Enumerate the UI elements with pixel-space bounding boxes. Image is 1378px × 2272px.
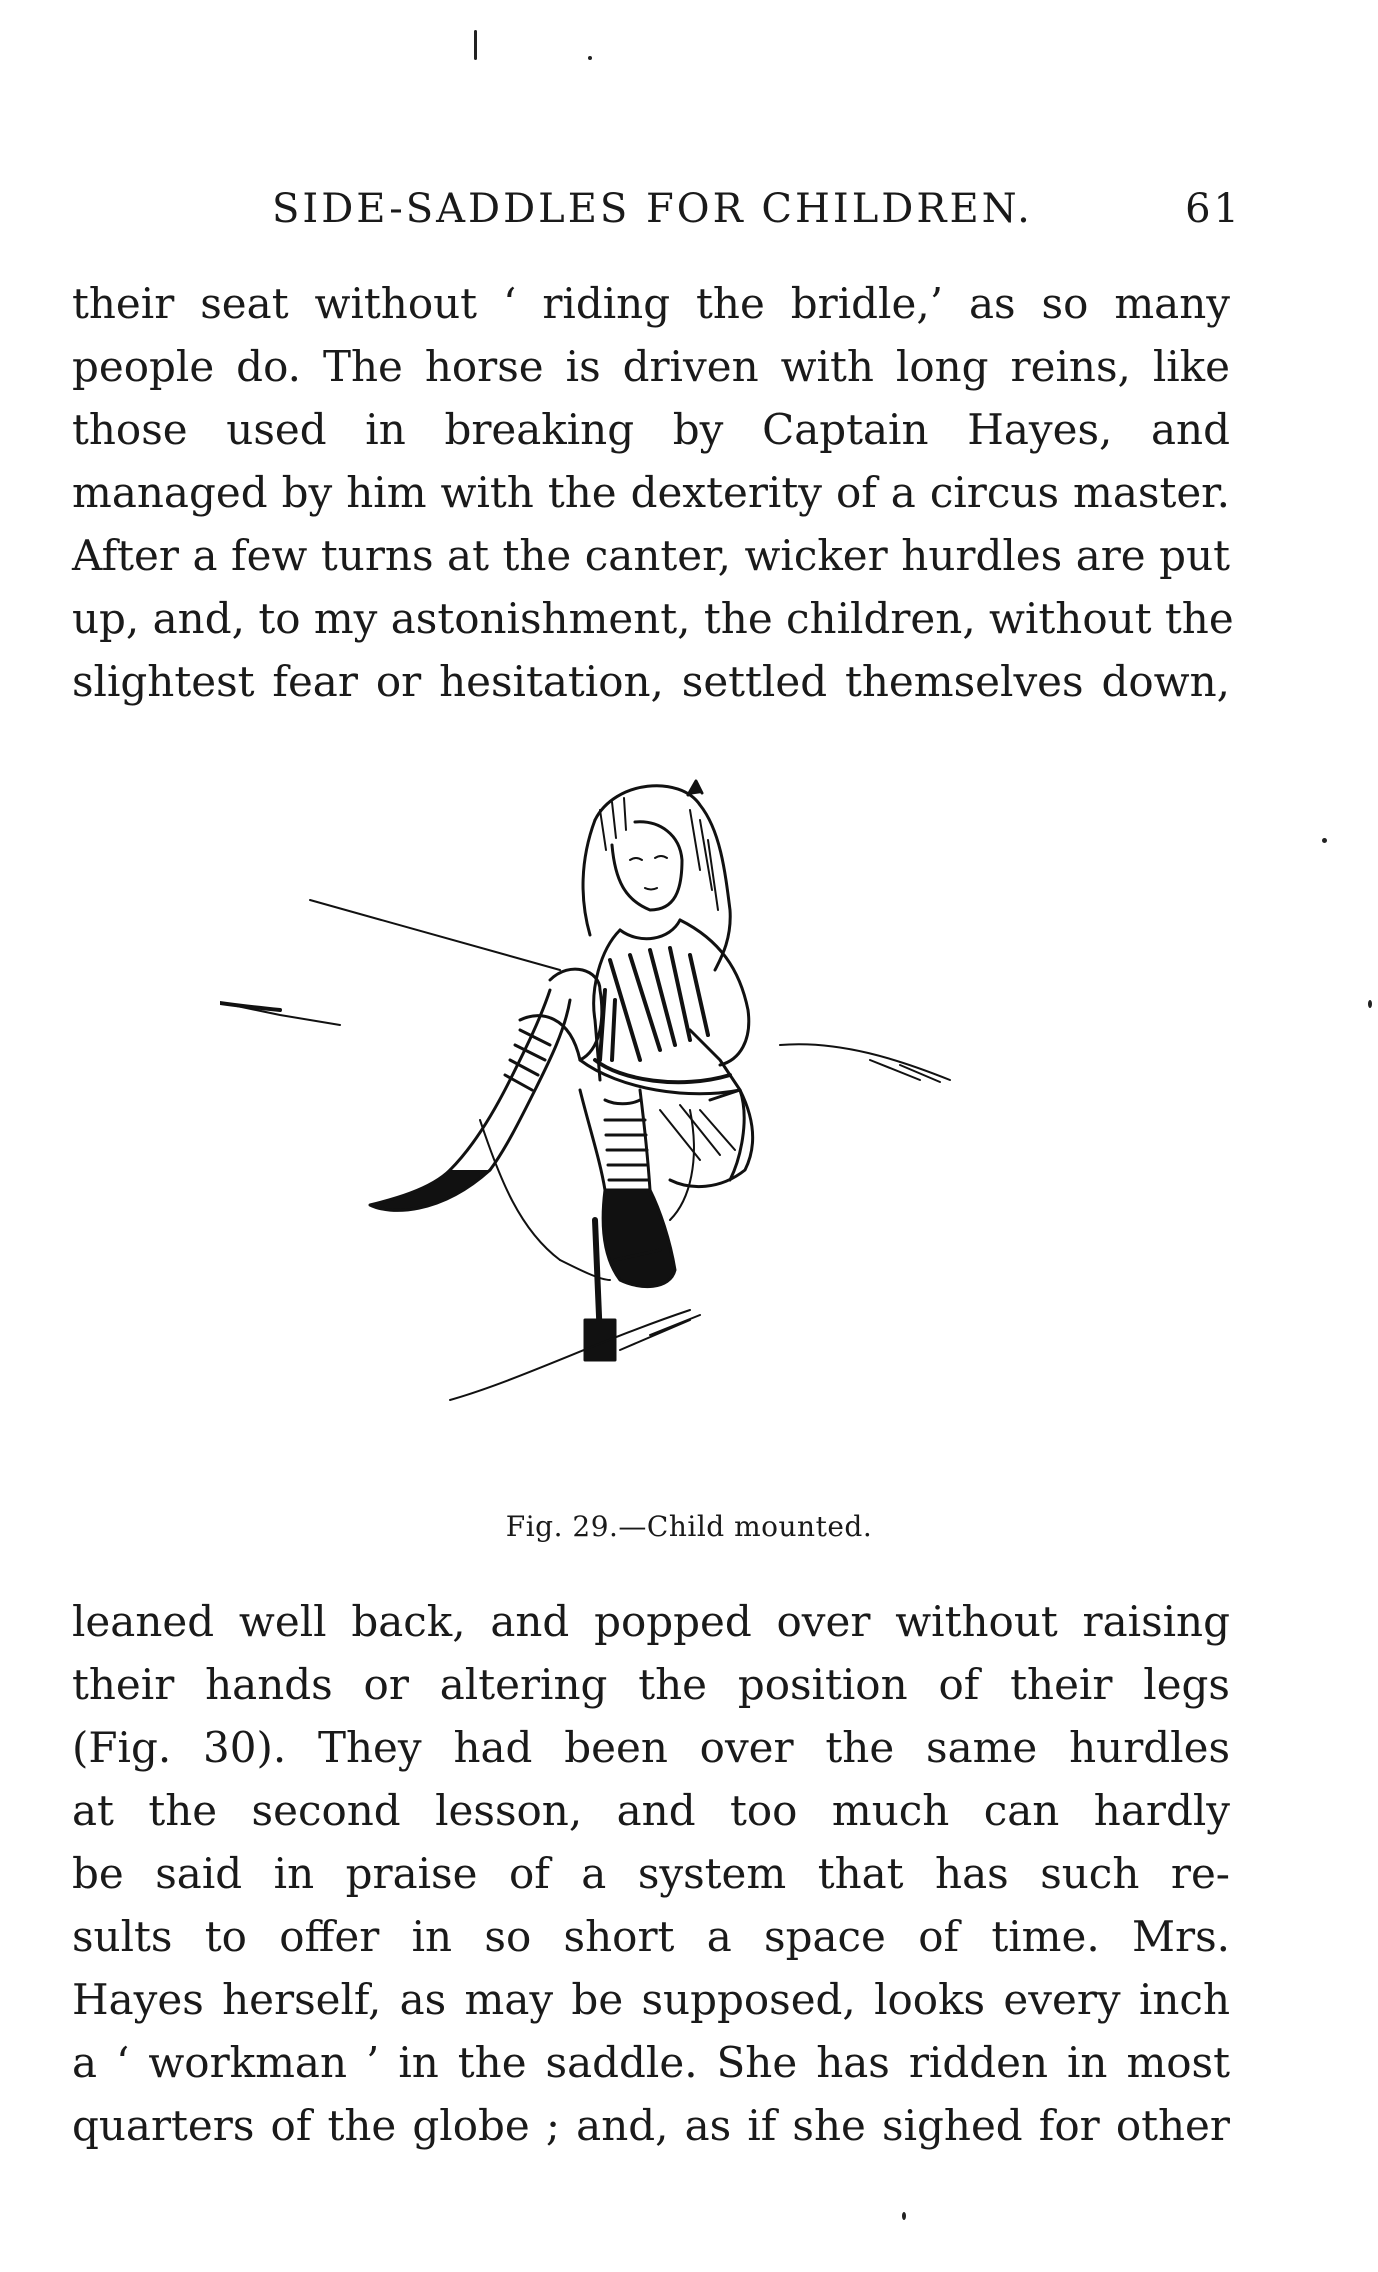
text-line: up, and, to my astonishment, the children, without the bbox=[72, 594, 1234, 643]
print-speck bbox=[474, 30, 477, 60]
text-line: leaned well back, and popped over without raising bbox=[72, 1597, 1230, 1646]
text-line: managed by him with the dexterity of a circus master. bbox=[72, 468, 1230, 517]
print-speck bbox=[902, 2212, 906, 2220]
print-speck bbox=[588, 56, 592, 60]
text-line: sults to offer in so short a space of time. Mrs. bbox=[72, 1912, 1230, 1961]
print-speck bbox=[1322, 838, 1327, 843]
text-line: slightest fear or hesitation, settled themselves down, bbox=[72, 657, 1230, 706]
text-line: their hands or altering the position of their legs bbox=[72, 1660, 1230, 1709]
text-line: those used in breaking by Captain Hayes, and bbox=[72, 405, 1230, 454]
text-line: a ‘ workman ’ in the saddle. She has ridden in most bbox=[72, 2038, 1230, 2087]
running-title: SIDE-SADDLES FOR CHILDREN. bbox=[272, 186, 1033, 232]
figure-caption: Fig. 29.—Child mounted. bbox=[505, 1510, 873, 1543]
text-line: at the second lesson, and too much can hardly bbox=[72, 1786, 1230, 1835]
paragraph-bottom bbox=[72, 1590, 1230, 2157]
text-line: their seat without ‘ riding the bridle,’ as so many bbox=[72, 279, 1230, 328]
text-line: be said in praise of a system that has such re- bbox=[72, 1849, 1230, 1898]
text-line: After a few turns at the canter, wicker hurdles are put bbox=[72, 531, 1230, 580]
page-number: 61 bbox=[1185, 186, 1242, 232]
running-head bbox=[272, 186, 1242, 238]
text-line: people do. The horse is driven with long reins, like bbox=[72, 342, 1230, 391]
figure-child-mounted bbox=[220, 760, 1100, 1500]
paragraph-top bbox=[72, 272, 1234, 713]
text-line: (Fig. 30). They had been over the same hurdles bbox=[72, 1723, 1230, 1772]
text-line: quarters of the globe ; and, as if she sighed for other bbox=[72, 2101, 1230, 2150]
print-speck bbox=[1368, 1000, 1372, 1008]
text-line: Hayes herself, as may be supposed, looks every inch bbox=[72, 1975, 1230, 2024]
child-mounted-illustration-icon bbox=[220, 760, 1100, 1500]
